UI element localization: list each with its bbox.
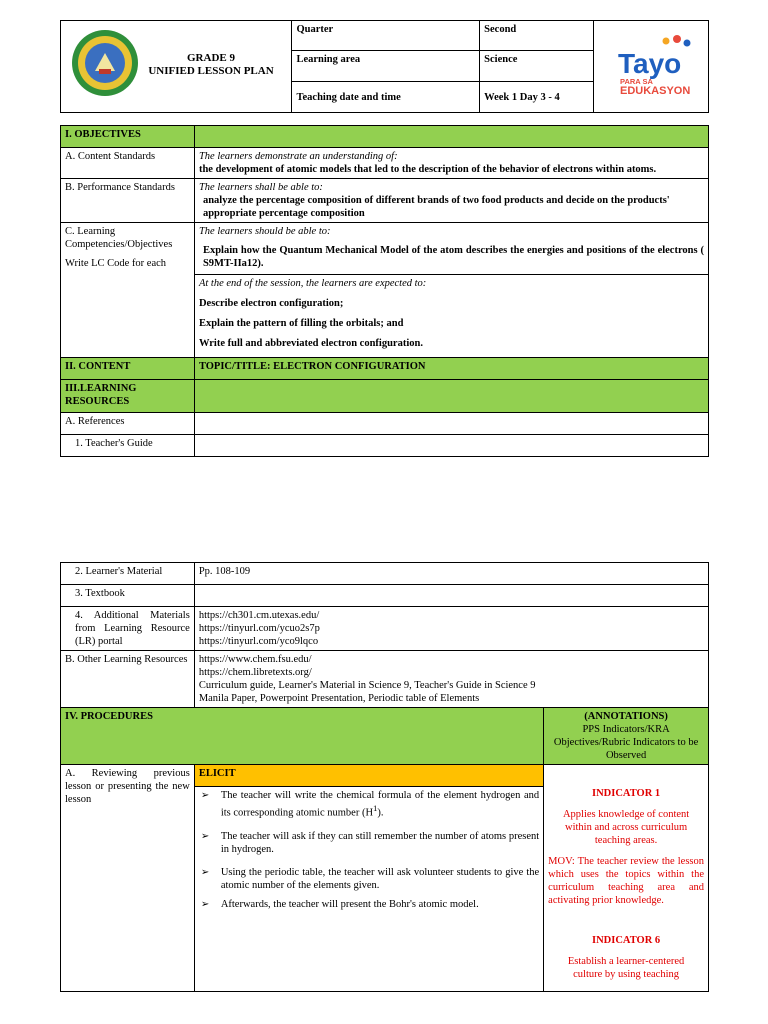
para-sa-text: PARA SA: [619, 77, 653, 86]
resource-item: Manila Paper, Powerpoint Presentation, Periodic table of Elements: [198, 693, 480, 704]
learners-material-value: Pp. 108-109: [194, 563, 708, 585]
resource-link[interactable]: https://www.chem.fsu.edu/: [198, 654, 312, 665]
other-resources-list: [194, 651, 708, 708]
activity-item: ➢ The teacher will write the chemical formula of the element hydrogen and its corresponding atomic number $(H^1)$.: [199, 789, 539, 820]
quarter-label: Quarter: [292, 21, 480, 51]
header-table: [60, 20, 709, 113]
tayo-logo-icon: [594, 21, 707, 101]
performance-standards-cell: The learners shall be able to: analyze the percentage composition of different brands of two food products and decide on the products' appropriate percentage composition: [194, 179, 708, 223]
other-resources-label: B. Other Learning Resources: [61, 651, 195, 708]
step-a-label: A. Reviewing previous lesson or presenting the new lesson: [61, 765, 195, 992]
additional-materials-links: [194, 607, 708, 651]
competencies-cell: The learners should be able to: Explain how the Quantum Mechanical Model of the atom describes the energies and positions of the electrons ( S9MT-IIa12).: [194, 223, 708, 275]
resource-link[interactable]: https://ch301.cm.utexas.edu/: [198, 610, 320, 621]
teaching-date-value: Week 1 Day 3 - 4: [480, 82, 594, 113]
plan-title: GRADE 9 UNIFIED LESSON PLAN: [148, 52, 274, 77]
content-standards-text: the development of atomic models that led to the description of the behavior of electrons within atoms.: [198, 164, 657, 175]
learning-area-value: Science: [480, 51, 594, 82]
teaching-date-label: Teaching date and time: [292, 82, 480, 113]
references-label: A. References: [61, 413, 195, 435]
elicit-activities: [194, 787, 543, 992]
teachers-guide-label: 1. Teacher's Guide: [61, 435, 195, 457]
tayo-text: Tayo: [617, 48, 682, 79]
indicator-6-text: Establish a learner-centered culture by using teaching: [567, 956, 685, 980]
resources-heading: III.LEARNING RESOURCES: [61, 380, 195, 413]
activity-item: ➢ Afterwards, the teacher will present the Bohr's atomic model.: [199, 898, 539, 911]
session-objectives-cell: At the end of the session, the learners are expected to: Describe electron configuration; Explain the pattern of filling the orbitals; and Write full and abbreviated electron configuration.: [194, 275, 708, 358]
performance-standards-label: B. Performance Standards: [61, 179, 195, 223]
edukasyon-text: EDUKASYON: [619, 85, 691, 97]
textbook-label: 3. Textbook: [61, 585, 195, 607]
resource-link[interactable]: https://tinyurl.com/ycuo2s7p: [198, 623, 320, 634]
competencies-text: Explain how the Quantum Mechanical Model of the atom describes the energies and positions of the electrons ( S9MT-IIa12).: [202, 245, 704, 269]
procedures-table: [60, 562, 709, 992]
deped-seal-icon: [71, 29, 139, 97]
activity-item: ➢ The teacher will ask if they can still remember the number of atoms present in hydrogen.: [199, 830, 539, 856]
resource-link[interactable]: https://chem.libretexts.org/: [198, 667, 312, 678]
content-standards-cell: The learners demonstrate an understanding of: the development of atomic models that led to the description of the behavior of electrons within atoms.: [194, 148, 708, 179]
annotations-cell: [544, 765, 709, 992]
objective-item: Describe electron configuration;: [198, 298, 344, 309]
resource-link[interactable]: https://tinyurl.com/yco9lqco: [198, 636, 319, 647]
learning-area-label: Learning area: [292, 51, 480, 82]
activity-item: ➢ Using the periodic table, the teacher will ask volunteer students to give the atomic number of the elements given.: [199, 866, 539, 892]
resource-item: Curriculum guide, Learner's Material in Science 9, Teacher's Guide in Science 9: [198, 680, 536, 691]
tayo-logo: [593, 21, 708, 113]
indicator-6-title: INDICATOR 6: [591, 935, 661, 946]
objectives-heading: I. OBJECTIVES: [61, 126, 195, 148]
objective-item: Write full and abbreviated electron configuration.: [198, 338, 423, 349]
learners-material-label: 2. Learner's Material: [61, 563, 195, 585]
additional-materials-label: 4. Additional Materials from Learning Resource (LR) portal: [61, 607, 195, 651]
competencies-label: C. Learning Competencies/Objectives Write LC Code for each: [61, 223, 195, 358]
indicator-1-title: INDICATOR 1: [591, 788, 661, 799]
objectives-table: [60, 125, 709, 457]
indicator-1-text: Applies knowledge of content within and across curriculum teaching areas.: [562, 809, 690, 846]
content-heading: II. CONTENT: [61, 358, 195, 380]
content-standards-label: A. Content Standards: [61, 148, 195, 179]
procedures-heading: IV. PROCEDURES: [61, 708, 544, 765]
elicit-heading: ELICIT: [194, 765, 543, 787]
performance-standards-text: analyze the percentage composition of different brands of two food products and decide on the products' appropriate percentage composition: [202, 195, 670, 219]
annotations-header: (ANNOTATIONS) PPS Indicators/KRA Objectives/Rubric Indicators to be Observed: [544, 708, 709, 765]
topic-title: TOPIC/TITLE: ELECTRON CONFIGURATION: [194, 358, 708, 380]
quarter-value: Second: [480, 21, 594, 51]
school-logo-cell: [61, 21, 292, 113]
indicator-1-mov: MOV: The teacher review the lesson which uses the topics within the curriculum teaching area and activating prior knowledge.: [548, 856, 704, 906]
objective-item: Explain the pattern of filling the orbitals; and: [198, 318, 404, 329]
